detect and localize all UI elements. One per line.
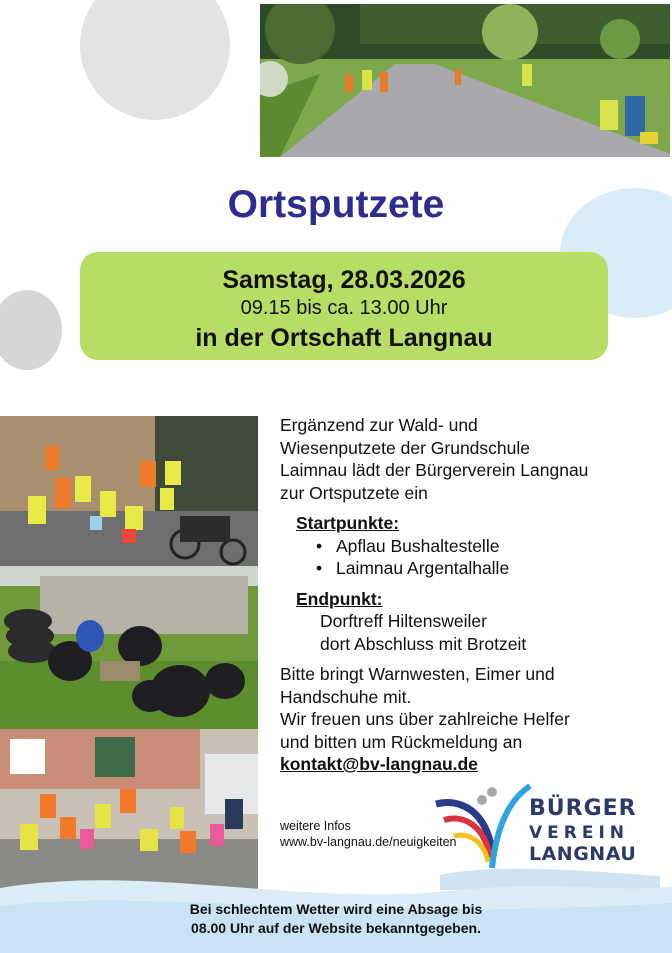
endpoint-note: dort Abschluss mit Brotzeit [320, 633, 527, 654]
photo-road-volunteers [260, 4, 670, 157]
photo-group-children [0, 416, 258, 566]
startpoints-list [316, 535, 660, 580]
page-title: Ortsputzete [227, 183, 445, 226]
logo-text-line1: BÜRGER [529, 796, 637, 821]
event-time: 09.15 bis ca. 13.00 Uhr [240, 297, 448, 319]
more-info-label: weitere Infos [280, 819, 351, 833]
photo-collected-trash [0, 566, 258, 729]
event-place: in der Ortschaft Langnau [195, 324, 493, 352]
startpoints-heading: Startpunkte: [296, 513, 400, 533]
logo-text-line2: VEREIN [529, 823, 630, 843]
weather-notice-text: Bei schlechtem Wetter wird eine Absage bis 08.00 Uhr auf der Website bekanntgegeben. [189, 901, 483, 936]
weather-notice [0, 898, 672, 953]
request-text: Bitte bringt Warnwesten, Eimer und Handschuhe mit. Wir freuen uns über zahlreiche Helfer und bitten um Rückmeldung an [280, 664, 570, 752]
event-date: Samstag, 28.03.2026 [222, 266, 466, 294]
endpoint-heading: Endpunkt: [296, 588, 383, 609]
contact-email-link[interactable]: kontakt@bv-langnau.de [280, 754, 478, 774]
intro-text: Ergänzend zur Wald- und Wiesenputzete der Grundschule Laimnau lädt der Bürgerverein Langnau zur Ortsputzete ein [280, 415, 589, 503]
decor-circle-gray-left [0, 290, 62, 370]
event-banner [80, 252, 608, 360]
decor-circle-gray [80, 0, 230, 120]
logo-text-line3: LANGNAU [529, 843, 637, 865]
list-item: • Apflau Bushaltestelle [316, 535, 660, 558]
list-item: • Laimnau Argentalhalle [316, 557, 660, 580]
more-info-url[interactable]: www.bv-langnau.de/neuigkeiten [280, 835, 457, 849]
endpoint-location: Dorftreff Hiltensweiler [320, 611, 487, 631]
info-text [280, 414, 660, 776]
